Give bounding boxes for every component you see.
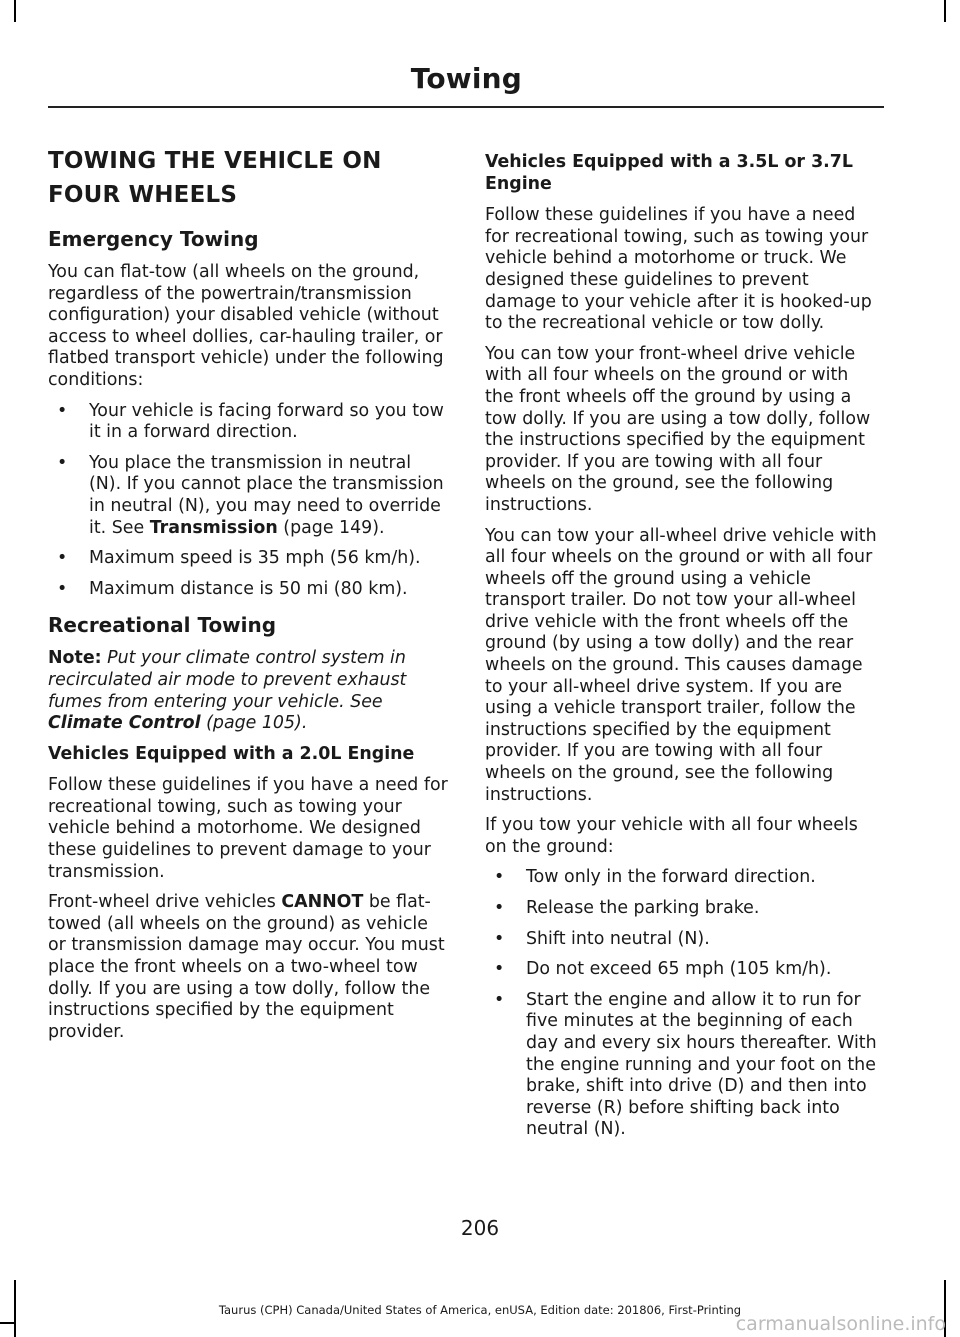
list-item: • Do not exceed 65 mph (105 km/h).: [485, 959, 880, 981]
fwd-text-end: be flat-towed (all wheels on the ground) as vehicle or transmission damage may occur. You must place the front wheels on a two-wheel tow dolly. If you are using a tow dolly, follow the instructions specified by the equipment provider.: [48, 892, 445, 1042]
note-label: Note:: [48, 648, 102, 669]
list-item: • Your vehicle is facing forward so you tow it in a forward direction.: [48, 401, 448, 444]
crop-mark-bottom-left-h: [0, 1322, 16, 1324]
right-paragraph-3: You can tow your all-wheel drive vehicle with all four wheels on the ground or with all four wheels off the ground using a vehicle transport trailer. Do not tow your all-wheel drive vehicle with the front wheels off the ground (by using a tow dolly) and the rear wheels on the ground. This causes damage to your all-wheel drive system. If you are using a vehicle transport trailer, follow the instructions specified by the equipment provider. If you are towing with all four wheels on the ground, see the following instructions.: [485, 525, 877, 805]
watermark: carmanualsonline.info: [735, 1313, 946, 1335]
fwd-text: Front-wheel drive vehicles: [48, 892, 282, 913]
transmission-link[interactable]: Transmission: [149, 517, 278, 538]
footer-edition: Taurus (CPH) Canada/United States of America, enUSA, Edition date: 201806, First-Printing: [218, 1303, 742, 1317]
four-wheel-towing-list: [485, 867, 880, 1141]
engine-35-heading: Vehicles Equipped with a 3.5L or 3.7L Engine: [485, 152, 853, 194]
engine-20-paragraph: Follow these guidelines if you have a need for recreational towing, such as towing your vehicle behind a motorhome. We designed these guidelines to prevent damage to your transmission.: [48, 775, 448, 882]
page-reference: (page 105).: [200, 713, 308, 734]
note-text: Put your climate control system in recirculated air mode to prevent exhaust fumes from entering your vehicle. See: [48, 648, 407, 712]
right-paragraph-1: Follow these guidelines if you have a need for recreational towing, such as towing your vehicle behind a motorhome or truck. We designed these guidelines to prevent damage to your vehicle after it is hooked-up to the recreational vehicle or tow dolly.: [485, 205, 872, 334]
right-paragraph-2: You can tow your front-wheel drive vehicle with all four wheels on the ground or with the front wheels off the ground by using a tow dolly. If you are using a tow dolly, follow the instructions specified by the equipment provider. If you are towing with all four wheels on the ground, see the following instructions.: [485, 343, 871, 515]
list-item: • Maximum speed is 35 mph (56 km/h).: [48, 548, 448, 570]
crop-mark-top-right-v: [944, 0, 946, 22]
note-paragraph: [48, 648, 448, 734]
emergency-towing-heading: Emergency Towing: [48, 227, 259, 251]
engine-20-heading: Vehicles Equipped with a 2.0L Engine: [48, 743, 415, 764]
climate-control-link[interactable]: Climate Control: [48, 713, 201, 734]
section-title: Towing: [410, 62, 522, 95]
page-number: 206: [460, 1216, 500, 1240]
list-item: • Maximum distance is 50 mi (80 km).: [48, 579, 448, 601]
right-column: [485, 148, 880, 1153]
crop-mark-top-left-v: [14, 0, 16, 22]
page-reference: (page 149).: [277, 517, 385, 538]
page-heading: [48, 144, 448, 212]
list-item: • Tow only in the forward direction.: [485, 867, 880, 889]
emergency-conditions-list: [48, 401, 448, 601]
list-item: • Start the engine and allow it to run for five minutes at the beginning of each day and every six hours thereafter. With the engine running and your foot on the brake, shift into drive (D) and then into reverse (R) before shifting back into neutral (N).: [485, 990, 880, 1141]
fwd-paragraph: [48, 892, 448, 1043]
right-paragraph-4: If you tow your vehicle with all four wheels on the ground:: [485, 815, 858, 857]
page-heading-line-1: TOWING THE VEHICLE ON: [48, 148, 382, 174]
list-item: • Release the parking brake.: [485, 898, 880, 920]
cannot-emphasis: CANNOT: [281, 892, 364, 913]
page-heading-line-2: FOUR WHEELS: [48, 182, 238, 208]
header-divider: [48, 106, 884, 108]
list-item-text: You place the transmission in neutral (N). If you cannot place the transmission in neutral (N), you may need to override it. See: [89, 452, 444, 538]
list-item: • Shift into neutral (N).: [485, 929, 880, 951]
list-item: [48, 453, 448, 539]
recreational-towing-heading: Recreational Towing: [48, 613, 277, 638]
left-column: [48, 140, 448, 1052]
emergency-intro: You can flat-tow (all wheels on the ground, regardless of the powertrain/transmission configuration) your disabled vehicle (without access to wheel dollies, car-hauling trailer, or flatbed transport vehicle) under the following conditions:: [48, 262, 444, 390]
